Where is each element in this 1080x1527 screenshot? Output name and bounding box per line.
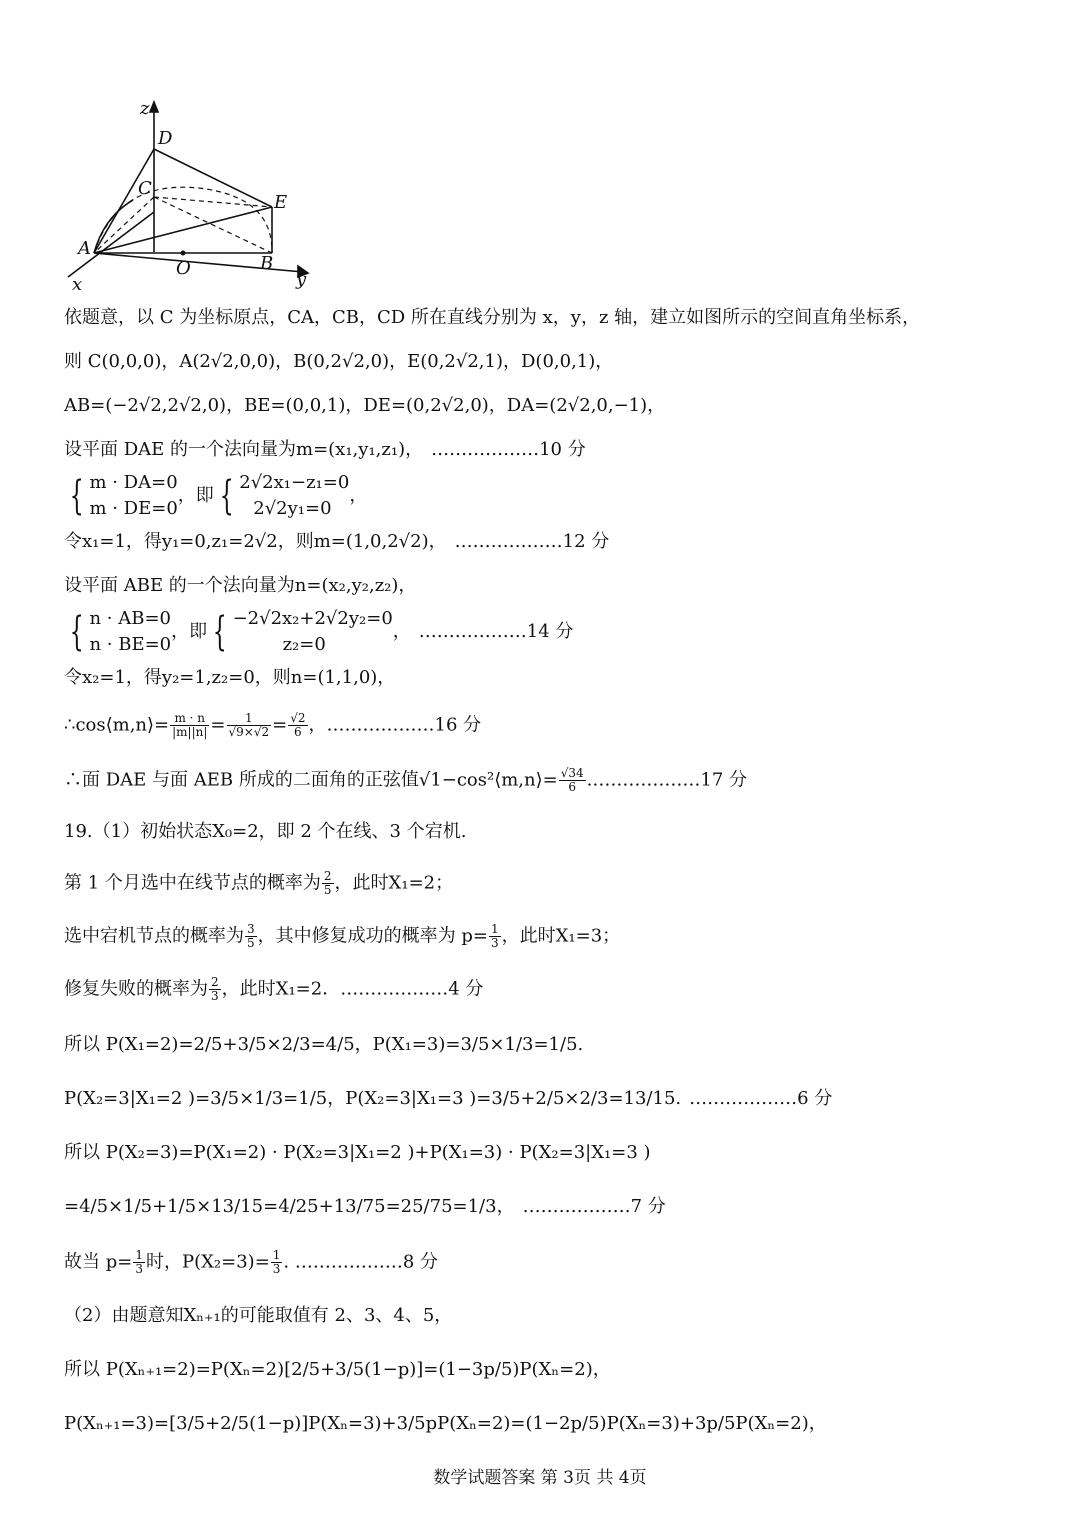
ji-text: ，即 [171, 621, 208, 642]
line-normal-m [64, 438, 1024, 462]
edge-de [154, 149, 272, 207]
line-system-m [64, 470, 1024, 522]
fraction: $\frac{1}{3}$ [490, 922, 499, 950]
line-repair-fail: 修复失败的概率为 $\frac{2}{3}$ ，此时X₁=2．………………4 分 [64, 975, 484, 1003]
normal-m-text: 设平面 DAE 的一个法向量为m=(x₁,y₁,z₁)， [64, 439, 424, 460]
fraction: $\frac{2}{3}$ [211, 975, 219, 1003]
cos-text: ∴cos⟨m,n⟩= [64, 714, 170, 736]
ji-text: ，即 [177, 485, 214, 506]
line-q19-intro: 19.（1）初始状态X₀=2，即 2 个在线、3 个宕机. [64, 821, 467, 842]
eq-m-da: m · DA=0 [89, 472, 178, 493]
label-b: B [260, 253, 274, 274]
line-n-result: 令x₂=1，得y₂=1,z₂=0，则n=(1,1,0)， [64, 667, 396, 688]
edge-da [94, 149, 154, 253]
line-pxn-2: 所以 P(Xₙ₊₁=2)=P(Xₙ=2)[2/5+3/5(1−p)]=(1−3p/5)P(Xₙ=2)， [64, 1359, 611, 1380]
eq-m-1: 2√2x₁−z₁=0 [239, 472, 350, 493]
label-z: z [140, 98, 150, 119]
left-brace: { [219, 473, 234, 519]
left-brace: { [69, 609, 84, 655]
score-7: ………………7 分 [522, 1196, 666, 1217]
fraction: $\frac{1}{√9\times√2}$ [228, 711, 270, 739]
page-footer: 数学试题答案 第 3页 共 4页 [433, 1468, 647, 1488]
line-total-prob: 所以 P(X₂=3)=P(X₁=2) · P(X₂=3|X₁=2 )+P(X₁=3) · P(X₂=3|X₁=3 ) [64, 1142, 651, 1163]
score-12: ………………12 分 [454, 531, 610, 552]
label-d: D [158, 128, 173, 149]
line-conditional: P(X₂=3|X₁=2 )=3/5×1/3=1/5，P(X₂=3|X₁=3 )=3/5+2/5×2/3=13/15. ………………6 分 [64, 1088, 833, 1109]
fraction: $\frac{1}{3}$ [272, 1248, 281, 1276]
label-x: x [72, 274, 83, 295]
label-y: y [296, 269, 307, 290]
sine-text: ∴面 DAE 与面 AEB 所成的二面角的正弦值√1−cos²⟨m,n⟩= [64, 769, 558, 791]
line-sine [64, 767, 1024, 794]
label-e: E [274, 192, 288, 213]
label-a: A [78, 238, 91, 259]
fraction: $\frac{2}{5}$ [323, 869, 332, 897]
line-part2-intro: （2）由题意知Xₙ₊₁的可能取值有 2、3、4、5， [64, 1305, 453, 1326]
left-brace: { [212, 609, 227, 655]
fraction: $\frac{3}{5}$ [247, 922, 255, 950]
line-px1: 所以 P(X₁=2)=2/5+3/5×2/3=4/5，P(X₁=3)=3/5×1/3=1/5. [64, 1034, 584, 1055]
line-system-n [64, 606, 1024, 658]
score-16: ，………………16 分 [308, 714, 482, 736]
eq-m-de: m · DE=0 [89, 498, 178, 519]
m-result-text: 令x₁=1，得y₁=0,z₁=2√2，则m=(1,0,2√2)， [64, 531, 447, 552]
line-vectors: AB=(−2√2,2√2,0)，BE=(0,0,1)，DE=(0,2√2,0)，DA=(2√2,0,−1)， [64, 395, 666, 416]
left-brace: { [69, 473, 84, 519]
score-17: .………………17 分 [586, 769, 747, 791]
semicircle [94, 187, 272, 253]
comma: ， [392, 621, 411, 642]
fraction: $\frac{√34}{6}$ [560, 766, 584, 794]
point-o [181, 251, 186, 256]
solution-text [64, 300, 1024, 1436]
edge-ae [94, 207, 272, 253]
eq-n-2: z₂=0 [282, 634, 326, 655]
label-c: C [138, 178, 152, 199]
fraction: $\frac{√2}{6}$ [290, 711, 306, 739]
score-10: ………………10 分 [431, 439, 586, 460]
label-o: O [176, 258, 191, 279]
eq-n-ab: n · AB=0 [89, 608, 171, 629]
line-pxn-3: P(Xₙ₊₁=3)=[3/5+2/5(1−p)]P(Xₙ=3)+3/5pP(Xₙ=2)=(1−2p/5)P(Xₙ=3)+3p/5P(Xₙ=2)， [64, 1413, 827, 1434]
line-cos: ∴cos⟨m,n⟩= $\frac{m \cdot n}{|m||n|}$ = $\frac{1}{√9\times√2}$ = $\frac{√2}{6}$ ，………………16 分 [64, 711, 482, 739]
eq-n-be: n · BE=0 [89, 634, 172, 655]
line-total-calc: =4/5×1/5+1/5×13/15=4/25+13/75=25/75=1/3， ………………7 分 [64, 1196, 666, 1217]
line-down-prob: 选中宕机节点的概率为 $\frac{3}{5}$ ，其中修复成功的概率为 p= $\frac{1}{3}$ ，此时X₁=3； [64, 922, 621, 950]
z-arrow [150, 102, 158, 112]
line-m-result [64, 530, 1024, 554]
geometry-figure [58, 92, 328, 297]
comma: ， [349, 485, 368, 506]
score-14: ………………14 分 [418, 621, 574, 642]
eq-m-2: 2√2y₁=0 [253, 498, 332, 519]
score-6: ………………6 分 [689, 1088, 833, 1109]
line-coordinate-setup: 依题意，以 C 为坐标原点，CA，CB，CD 所在直线分别为 x，y，z 轴，建立如图所示的空间直角坐标系， [64, 307, 921, 328]
eq-n-1: −2√2x₂+2√2y₂=0 [232, 608, 393, 629]
fraction: $\frac{1}{3}$ [135, 1248, 143, 1276]
line-normal-n: 设平面 ABE 的一个法向量为n=(x₂,y₂,z₂)， [64, 575, 417, 596]
line-online-prob: 第 1 个月选中在线节点的概率为 $\frac{2}{5}$ ，此时X₁=2； [64, 869, 454, 897]
line-conclusion-1: 故当 p= $\frac{1}{3}$ 时，P(X₂=3)= $\frac{1}{3}$ . ………………8 分 [64, 1248, 439, 1276]
fraction: $\frac{m \cdot n}{|m||n|}$ [172, 711, 208, 739]
line-points: 则 C(0,0,0)，A(2√2,0,0)，B(0,2√2,0)，E(0,2√2,1)，D(0,0,1)， [64, 351, 614, 372]
